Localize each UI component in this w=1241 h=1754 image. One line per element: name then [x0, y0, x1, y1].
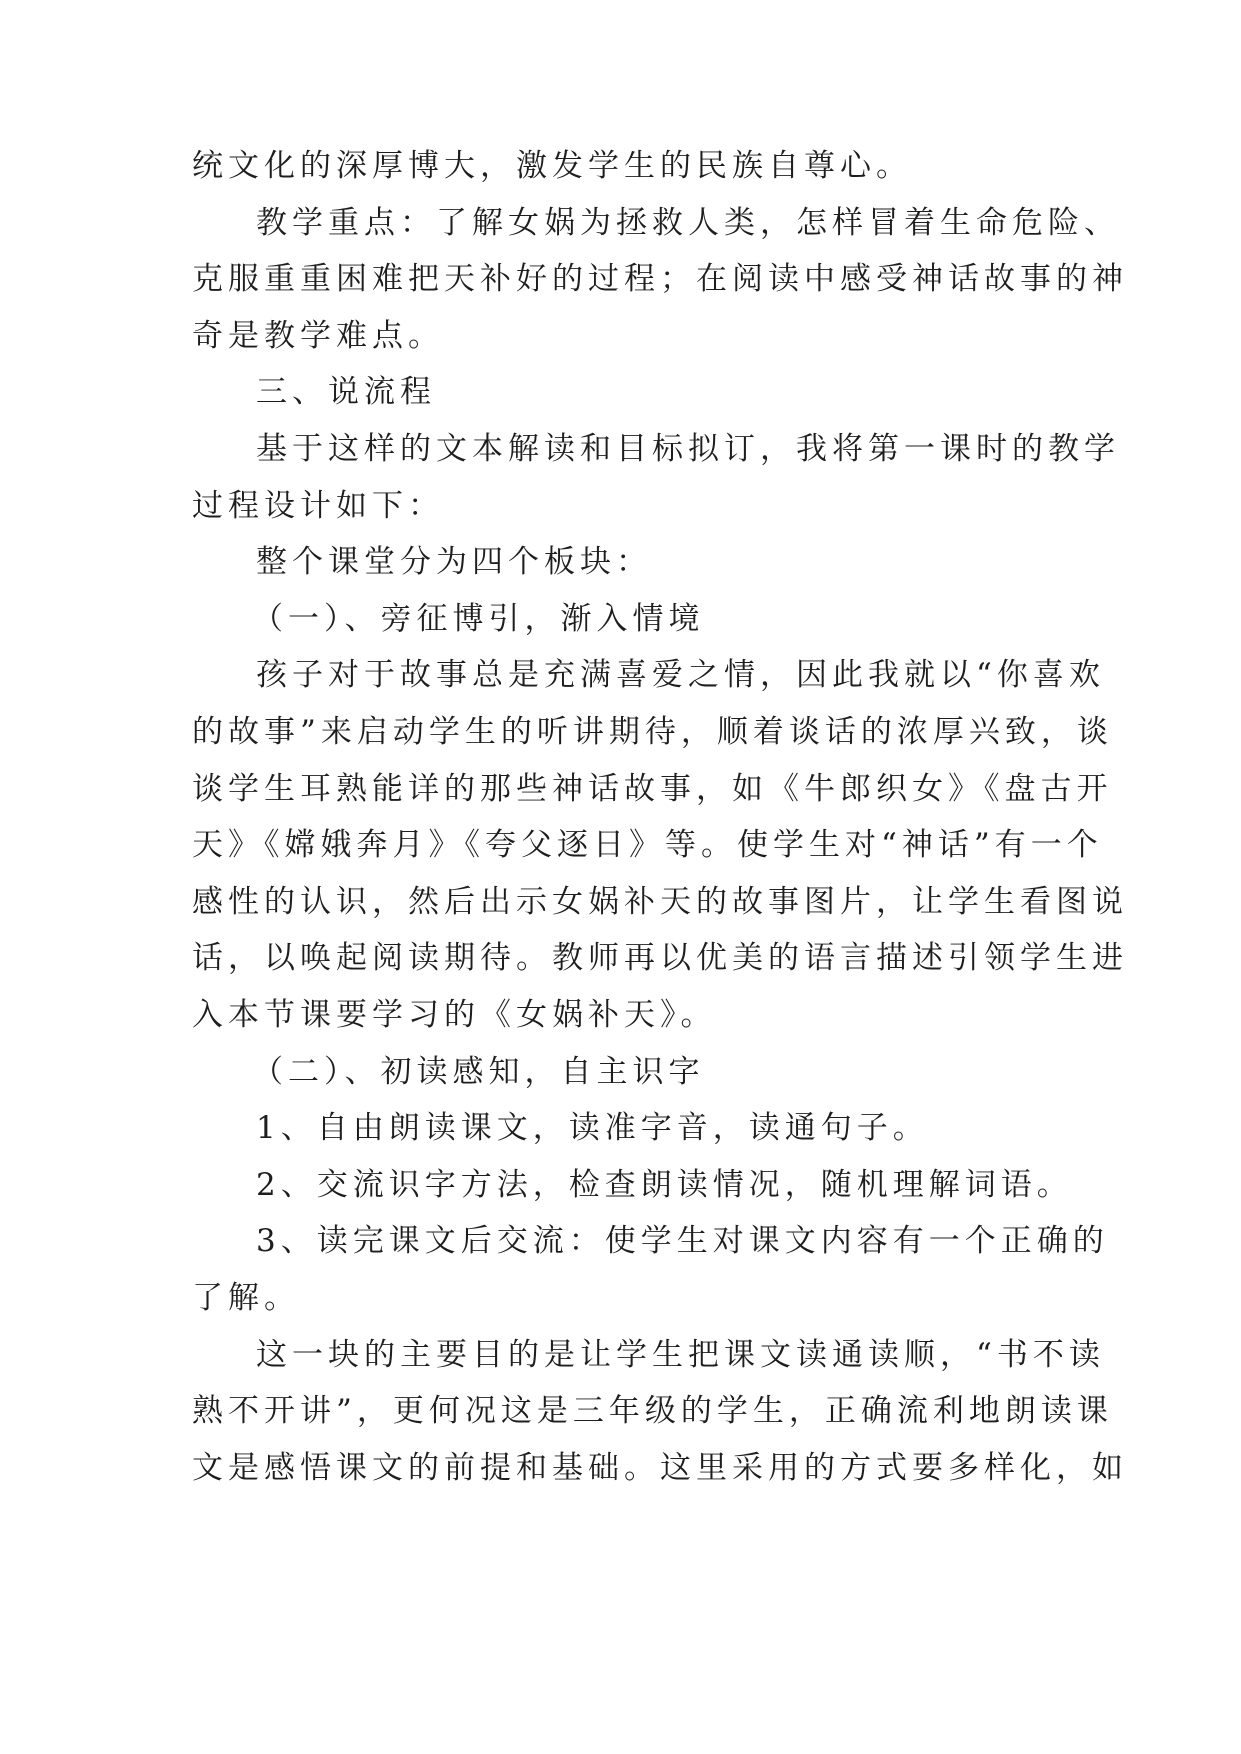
subsection-heading-1: （一）、旁征博引，渐入情境 — [252, 601, 705, 637]
text-line-7: 过程设计如下： — [192, 488, 444, 524]
text-line-11: 的故事”来启动学生的听讲期待，顺着谈话的浓厚兴致，谈 — [192, 714, 1113, 750]
list-item-3: 3、读完课文后交流：使学生对课文内容有一个正确的 — [256, 1223, 1109, 1259]
text-line-23: 熟不开讲”，更何况这是三年级的学生，正确流利地朗读课 — [192, 1393, 1113, 1429]
text-line-15: 话，以唤起阅读期待。教师再以优美的语言描述引领学生进 — [192, 940, 1128, 976]
subsection-heading-2: （二）、初读感知，自主识字 — [252, 1054, 705, 1090]
text-line-24: 文是感悟课文的前提和基础。这里采用的方式要多样化，如 — [192, 1450, 1128, 1486]
text-line-4: 奇是教学难点。 — [192, 318, 444, 354]
text-line-10: 孩子对于故事总是充满喜爱之情，因此我就以“你喜欢 — [256, 657, 1105, 693]
text-line-12: 谈学生耳熟能详的那些神话故事，如《牛郎织女》《盘古开 — [192, 771, 1113, 807]
text-line-8: 整个课堂分为四个板块： — [256, 544, 652, 580]
text-line-21: 了解。 — [192, 1280, 300, 1316]
text-line-22: 这一块的主要目的是让学生把课文读通读顺，“书不读 — [256, 1337, 1105, 1373]
text-line-2: 教学重点：了解女娲为拯救人类，怎样冒着生命危险、 — [256, 205, 1120, 241]
text-line-6: 基于这样的文本解读和目标拟订，我将第一课时的教学 — [256, 431, 1120, 467]
text-line-3: 克服重重困难把天补好的过程；在阅读中感受神话故事的神 — [192, 261, 1128, 297]
list-item-2: 2、交流识字方法，检查朗读情况，随机理解词语。 — [256, 1167, 1073, 1203]
section-heading-process: 三、说流程 — [256, 374, 436, 410]
text-line-16: 入本节课要学习的《女娲补天》。 — [192, 997, 717, 1033]
text-line-14: 感性的认识，然后出示女娲补天的故事图片，让学生看图说 — [192, 884, 1128, 920]
list-item-1: 1、自由朗读课文，读准字音，读通句子。 — [256, 1110, 929, 1146]
text-line-1: 统文化的深厚博大，激发学生的民族自尊心。 — [192, 148, 912, 184]
text-line-13: 天》《嫦娥奔月》《夸父逐日》等。使学生对“神话”有一个 — [192, 827, 1103, 863]
